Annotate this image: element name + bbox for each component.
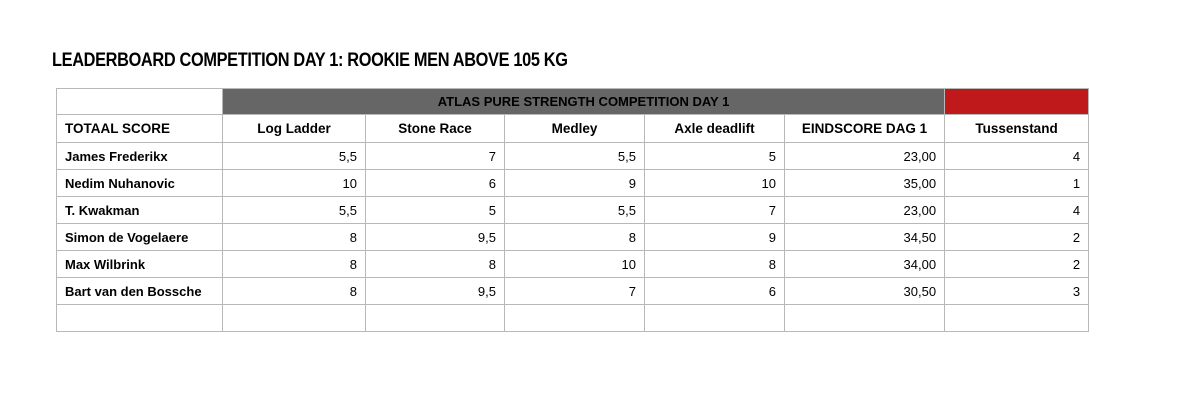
score-tussenstand — [945, 305, 1089, 332]
score-medley: 8 — [505, 224, 645, 251]
table-bottom-spacer — [57, 332, 1089, 349]
athlete-name: James Frederikx — [57, 143, 223, 170]
score-stone-race: 7 — [366, 143, 505, 170]
banner-title-cell: ATLAS PURE STRENGTH COMPETITION DAY 1 — [223, 89, 945, 115]
column-header-medley: Medley — [505, 115, 645, 143]
column-header-log-ladder: Log Ladder — [223, 115, 366, 143]
score-eindscore: 23,00 — [785, 197, 945, 224]
score-log-ladder: 5,5 — [223, 197, 366, 224]
score-axle-deadlift: 10 — [645, 170, 785, 197]
athlete-name — [57, 305, 223, 332]
table-row — [57, 224, 1089, 251]
score-stone-race: 8 — [366, 251, 505, 278]
spacer-cell — [645, 332, 785, 349]
score-eindscore — [785, 305, 945, 332]
page-title: LEADERBOARD COMPETITION DAY 1: ROOKIE MEN ABOVE 105 KG — [52, 50, 568, 71]
score-medley: 10 — [505, 251, 645, 278]
spacer-cell — [945, 332, 1089, 349]
table-row — [57, 251, 1089, 278]
column-header-totaal-score: TOTAAL SCORE — [57, 115, 223, 143]
column-header-tussenstand: Tussenstand — [945, 115, 1089, 143]
spacer-cell — [57, 332, 223, 349]
table-row — [57, 143, 1089, 170]
athlete-name: T. Kwakman — [57, 197, 223, 224]
score-eindscore: 35,00 — [785, 170, 945, 197]
score-log-ladder: 8 — [223, 224, 366, 251]
score-axle-deadlift — [645, 305, 785, 332]
score-axle-deadlift: 6 — [645, 278, 785, 305]
table-banner-row — [57, 89, 1089, 115]
leaderboard-table-container — [56, 88, 1088, 349]
score-eindscore: 23,00 — [785, 143, 945, 170]
score-log-ladder: 8 — [223, 251, 366, 278]
score-eindscore: 30,50 — [785, 278, 945, 305]
table-row — [57, 197, 1089, 224]
score-tussenstand: 1 — [945, 170, 1089, 197]
score-log-ladder — [223, 305, 366, 332]
score-log-ladder: 5,5 — [223, 143, 366, 170]
athlete-name: Nedim Nuhanovic — [57, 170, 223, 197]
column-header-axle-deadlift: Axle deadlift — [645, 115, 785, 143]
column-header-stone-race: Stone Race — [366, 115, 505, 143]
athlete-name: Bart van den Bossche — [57, 278, 223, 305]
table-row — [57, 278, 1089, 305]
column-header-eindscore-dag-1: EINDSCORE DAG 1 — [785, 115, 945, 143]
score-stone-race: 6 — [366, 170, 505, 197]
score-medley — [505, 305, 645, 332]
spacer-cell — [223, 332, 366, 349]
score-log-ladder: 8 — [223, 278, 366, 305]
score-medley: 5,5 — [505, 197, 645, 224]
score-tussenstand: 2 — [945, 224, 1089, 251]
spacer-cell — [366, 332, 505, 349]
table-row — [57, 170, 1089, 197]
score-log-ladder: 10 — [223, 170, 366, 197]
score-medley: 5,5 — [505, 143, 645, 170]
score-axle-deadlift: 5 — [645, 143, 785, 170]
athlete-name: Simon de Vogelaere — [57, 224, 223, 251]
leaderboard-table — [56, 88, 1089, 349]
athlete-name: Max Wilbrink — [57, 251, 223, 278]
score-axle-deadlift: 8 — [645, 251, 785, 278]
spacer-cell — [785, 332, 945, 349]
score-eindscore: 34,00 — [785, 251, 945, 278]
score-tussenstand: 4 — [945, 197, 1089, 224]
score-medley: 7 — [505, 278, 645, 305]
score-axle-deadlift: 7 — [645, 197, 785, 224]
score-stone-race: 9,5 — [366, 278, 505, 305]
score-stone-race: 9,5 — [366, 224, 505, 251]
score-axle-deadlift: 9 — [645, 224, 785, 251]
spacer-cell — [505, 332, 645, 349]
score-eindscore: 34,50 — [785, 224, 945, 251]
score-tussenstand: 2 — [945, 251, 1089, 278]
banner-accent-cell — [945, 89, 1089, 115]
score-stone-race: 5 — [366, 197, 505, 224]
banner-blank-cell — [57, 89, 223, 115]
score-medley: 9 — [505, 170, 645, 197]
score-stone-race — [366, 305, 505, 332]
score-tussenstand: 4 — [945, 143, 1089, 170]
table-header-row — [57, 115, 1089, 143]
score-tussenstand: 3 — [945, 278, 1089, 305]
table-row-empty — [57, 305, 1089, 332]
